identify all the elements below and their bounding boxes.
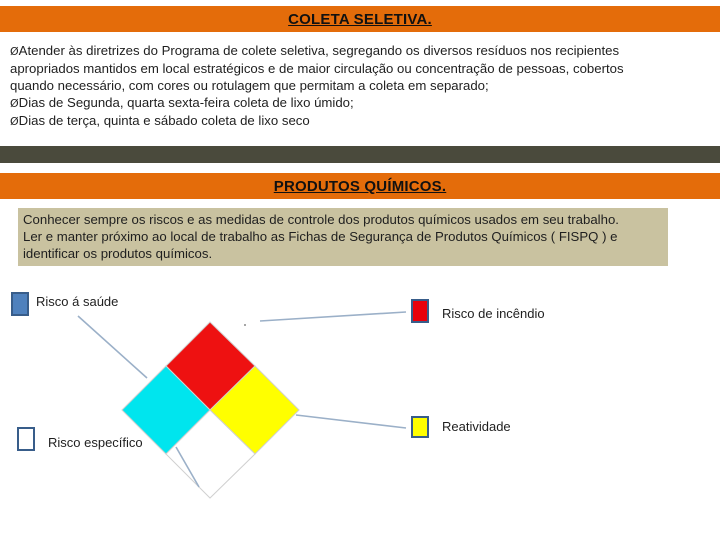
coleta-line-text: Dias de terça, quinta e sábado coleta de lixo seco	[18, 113, 310, 128]
bullet-arrow-icon: Ø	[10, 115, 19, 128]
info-line-3: identificar os produtos químicos.	[23, 246, 213, 261]
reatividade-label: Reatividade	[442, 419, 511, 434]
bullet-arrow-icon: Ø	[10, 97, 19, 110]
connector-incendio	[260, 312, 406, 321]
especifico-label: Risco específico	[48, 435, 143, 450]
coleta-line-text: Atender às diretrizes do Programa de colete seletiva, segregando os diversos resíduos nos recipientes	[18, 43, 620, 58]
coleta-line-text: quando necessário, com cores ou rotulagem que permitam a coleta em separado;	[10, 78, 489, 93]
produtos-quimicos-heading: PRODUTOS QUÍMICOS.	[0, 173, 720, 199]
info-line-1: Conhecer sempre os riscos e as medidas de controle dos produtos químicos usados em seu trabalho.	[23, 212, 619, 227]
coleta-line-text: Dias de Segunda, quarta sexta-feira coleta de lixo úmido;	[18, 95, 354, 110]
incendio-label: Risco de incêndio	[442, 306, 545, 321]
stray-dot	[244, 324, 246, 326]
coleta-line-text: apropriados mantidos em local estratégicos e de maior circulação ou concentração de pessoas, cobertos	[10, 61, 624, 76]
coleta-seletiva-heading: COLETA SELETIVA.	[0, 6, 720, 32]
connector-saude	[78, 316, 147, 378]
info-line-2: Ler e manter próximo ao local de trabalho as Fichas de Segurança de Produtos Químicos ( FISPQ ) e	[23, 229, 618, 244]
bullet-arrow-icon: Ø	[10, 45, 19, 58]
saude-label: Risco á saúde	[36, 294, 119, 309]
connector-reatividade	[296, 415, 406, 428]
